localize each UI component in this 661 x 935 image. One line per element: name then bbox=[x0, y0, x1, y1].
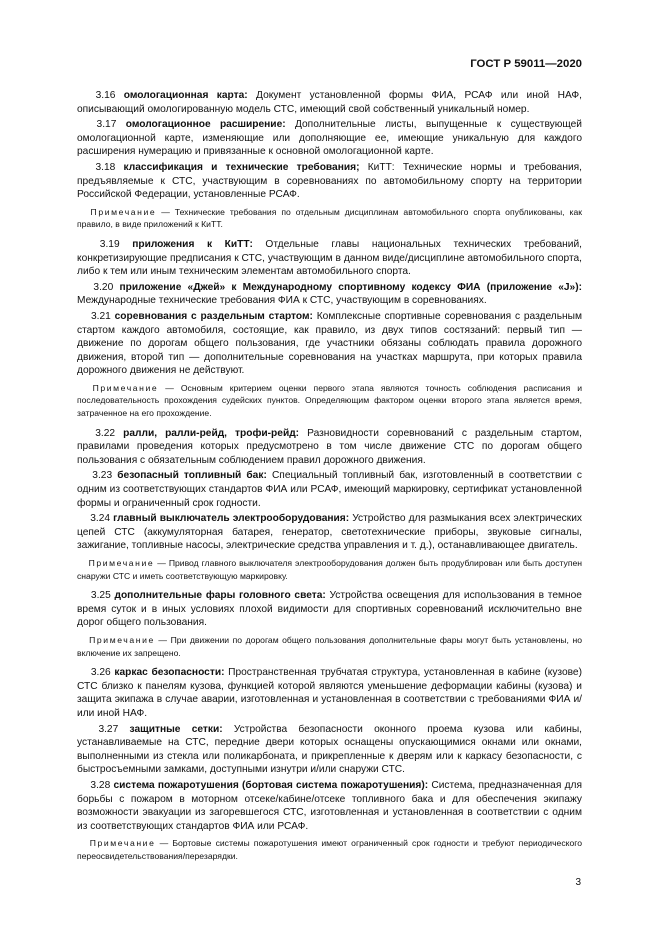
entry-term: омологационная карта: bbox=[123, 90, 248, 101]
note-dash: — bbox=[156, 206, 175, 217]
entry-term: каркас безопасности: bbox=[114, 667, 225, 679]
entry-number: 3.18 bbox=[95, 161, 116, 173]
entry-term: омологационное расширение: bbox=[125, 119, 286, 131]
note-label: Примечание bbox=[88, 558, 155, 568]
entry-number: 3.28 bbox=[90, 779, 111, 791]
entry-number: 3.19 bbox=[99, 238, 120, 250]
note-3-21 bbox=[77, 382, 582, 420]
entry-number: 3.23 bbox=[92, 470, 113, 482]
definition-3-17 bbox=[77, 118, 582, 159]
entry-text: Пространственная трубчатая структура, установленная в кабине (кузове) СТС близко к панелям кузова, функцией которой являются уменьшение деформации кабины (кузова) и защита экипажа в случае аварии, изготовленная и установленная в соответствии с требованиями ФИА и/или иной НАФ. bbox=[77, 667, 582, 719]
definition-3-18 bbox=[77, 161, 582, 202]
definition-3-20 bbox=[77, 281, 582, 308]
entry-term: защитные сетки: bbox=[129, 723, 223, 735]
entry-text: Специальный топливный бак, изготовленный в соответствии с одним из соответствующих стандартов ФИА или РСАФ, имеющий маркировку, сертификат установленной формы и ограниченный срок годности. bbox=[77, 470, 582, 509]
entry-text: Устройства освещения для использования в темное время суток и в иных условиях плохой видимости для спортивных соревнований исключительно вне дорог общего пользования. bbox=[77, 590, 582, 629]
note-text: Технические требования по отдельным дисциплинам автомобильного спорта опубликованы, как правило, в виде приложений к КиТТ. bbox=[77, 206, 582, 230]
entry-term: соревнования с раздельным стартом: bbox=[114, 310, 313, 322]
entry-number: 3.16 bbox=[95, 90, 116, 101]
note-dash: — bbox=[154, 558, 169, 568]
entry-text: Устройство для размыкания всех электрических цепей СТС (аккумуляторная батарея, генератор, светотехнические приборы, звуковые сигналы, зажигание, топливные насосы, электрические средства управления и т. д.), останавливающее двигатель. bbox=[77, 513, 582, 552]
entry-number: 3.25 bbox=[90, 590, 111, 602]
page-number: 3 bbox=[575, 877, 581, 888]
entry-number: 3.17 bbox=[96, 119, 117, 131]
definition-3-28 bbox=[77, 779, 582, 833]
note-3-25 bbox=[77, 634, 582, 659]
note-text: При движении по дорогам общего пользования дополнительные фары могут быть установлены, но включение их запрещено. bbox=[77, 634, 583, 658]
definition-3-23 bbox=[77, 469, 582, 510]
note-dash: — bbox=[155, 838, 173, 849]
entry-number: 3.26 bbox=[90, 667, 111, 679]
note-label: Примечание bbox=[89, 634, 155, 645]
note-dash: — bbox=[158, 382, 181, 393]
note-3-24 bbox=[77, 557, 582, 582]
entry-text: Устройства безопасности оконного проема кузова или кабины, устанавливаемые на СТС, передние двери которых оснащены опускающимися окнами или окнами, выполненными из стекла или поликарбоната, и прикрепленные к дверям или к каркасу безопасности, с быстросъемными замками, доступными изнутри и/или снаружи СТС. bbox=[77, 723, 582, 776]
entry-term: система пожаротушения (бортовая система пожаротушения): bbox=[113, 779, 429, 791]
entry-text: Комплексные спортивные соревнования с раздельным стартом каждого автомобиля, состоящие, как правило, из двух типов состязаний: первый тип — движение по дорогам общего пользования, где участники обязаны соблюдать правила дорожного движения, второй тип — дополнительные соревнования на участках маршрута, при которых правила дорожного движения не действуют. bbox=[77, 310, 582, 377]
entry-term: ралли, ралли-рейд, трофи-рейд: bbox=[123, 427, 300, 439]
entry-number: 3.21 bbox=[91, 310, 111, 322]
entry-number: 3.27 bbox=[98, 723, 119, 735]
definition-3-27 bbox=[77, 723, 582, 777]
entry-text: Система, предназначенная для борьбы с пожаром в моторном отсеке/кабине/отсеке топливного бака и для обеспечения экипажу возможности эвакуации из загоревшегося СТС, изготовленная и установленная в соответствии с одним из соответствующих стандартов ФИА или РСАФ. bbox=[77, 779, 582, 832]
entry-text: Дополнительные листы, выпущенные к существующей омологационной карте, изменяющие или дополняющие ее, имеющие уникальную для каждого расширения нумерацию и привязанные к основной омологационной карте. bbox=[77, 119, 582, 158]
standard-designation: ГОСТ Р 59011—2020 bbox=[470, 58, 582, 70]
entry-text: Документ установленной формы ФИА, РСАФ или иной НАФ, описывающий омологированную модель СТС, имеющий свой собственный уникальный номер. bbox=[77, 90, 582, 115]
note-3-28 bbox=[77, 837, 582, 862]
note-dash: — bbox=[154, 634, 171, 645]
definition-3-24 bbox=[77, 512, 582, 553]
note-label: Примечание bbox=[90, 206, 157, 217]
definition-3-22 bbox=[77, 427, 582, 468]
entry-number: 3.22 bbox=[95, 427, 116, 439]
note-text: Бортовые системы пожаротушения имеют ограниченный срок годности и требуют периодического переосвидетельствования/перезарядки. bbox=[77, 838, 582, 861]
note-3-18 bbox=[77, 206, 582, 231]
definition-3-16 bbox=[77, 89, 582, 116]
entry-number: 3.24 bbox=[90, 513, 111, 525]
entry-term: безопасный топливный бак: bbox=[117, 470, 267, 482]
note-text: Основным критерием оценки первого этапа являются точность соблюдения расписания и последовательность прохождения судейских пунктов. Определяющим фактором оценки второго этапа является время, затраченное на его прохождение. bbox=[77, 382, 583, 419]
entry-text: Международные технические требования ФИА к СТС, участвующим в соревнованиях. bbox=[77, 295, 487, 307]
entry-term: классификация и технические требования; bbox=[123, 161, 360, 173]
definition-3-25 bbox=[77, 589, 582, 630]
entry-term: дополнительные фары головного света: bbox=[114, 590, 326, 602]
definition-3-26 bbox=[77, 666, 582, 720]
entry-number: 3.20 bbox=[93, 281, 114, 293]
document-body bbox=[77, 89, 582, 869]
note-text: Привод главного выключателя электрооборудования должен быть продублирован или быть доступен снаружи СТС и иметь соответствующую маркировку. bbox=[77, 558, 582, 581]
entry-term: приложения к КиТТ: bbox=[132, 238, 253, 250]
entry-term: главный выключатель электрооборудования: bbox=[113, 513, 350, 525]
definition-3-21 bbox=[77, 310, 582, 378]
note-label: Примечание bbox=[92, 382, 159, 393]
entry-text: КиТТ: Технические нормы и требования, предъявляемые к СТС, участвующим в соревнованиях по автомобильному спорту на территории Российской Федерации, установленные РСАФ. bbox=[77, 161, 583, 201]
entry-text: Разновидности соревнований с раздельным стартом, правилами проведения которых предусмотрено в том числе движение СТС по дорогам общего пользования с обязательным соблюдением правил дорожного движения. bbox=[77, 427, 582, 466]
note-label: Примечание bbox=[89, 838, 156, 849]
entry-text: Отдельные главы национальных технических требований, конкретизирующие предписания к СТС, участвующим в данном виде/дисциплине автомобильного спорта, либо к тем или иным техническим элементам автомобильного спорта. bbox=[77, 238, 582, 278]
definition-3-19 bbox=[77, 238, 582, 279]
entry-term: приложение «Джей» к Международному спортивному кодексу ФИА (приложение «J»): bbox=[119, 281, 582, 293]
